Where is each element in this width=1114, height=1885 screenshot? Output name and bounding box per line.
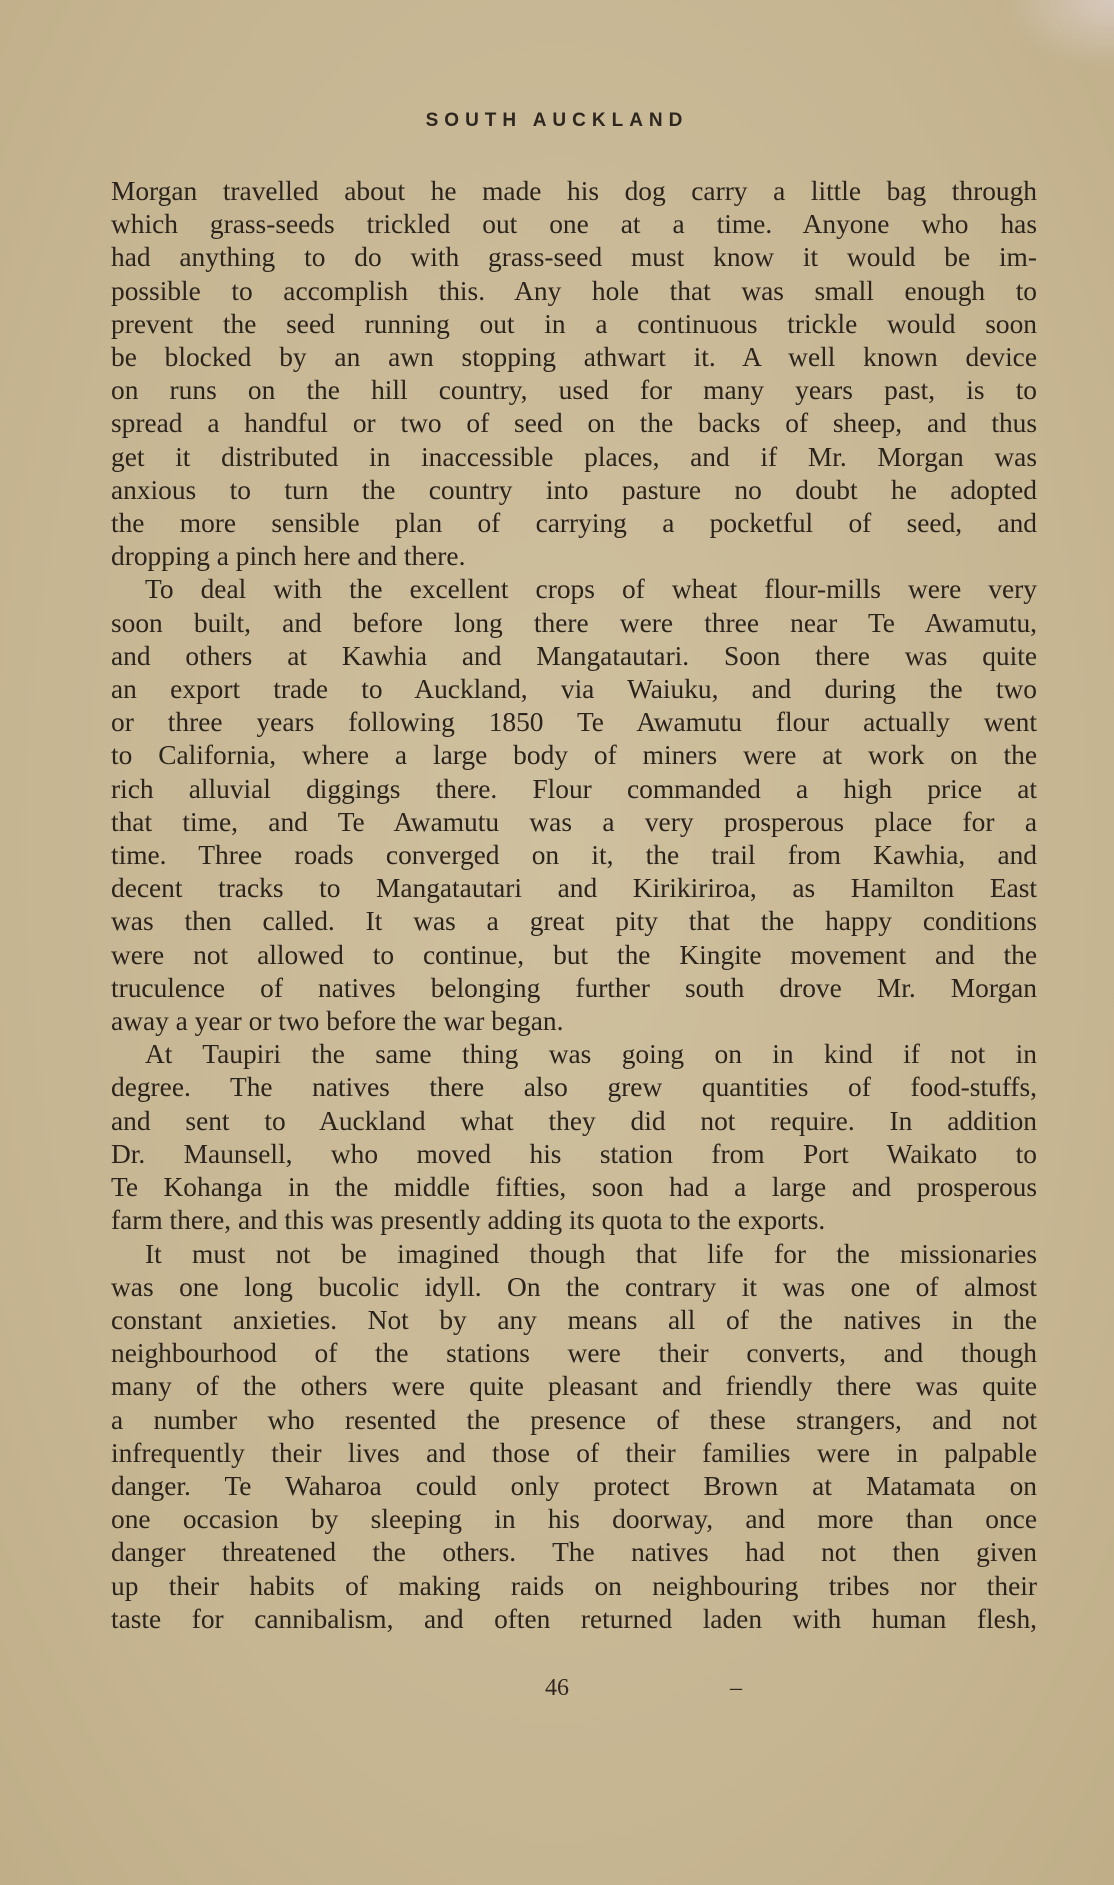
text-line: decent tracks to Mangatautari and Kirikiriroa, as Hamilton East xyxy=(111,873,1037,904)
text-line: danger. Te Waharoa could only protect Brown at Matamata on xyxy=(111,1470,1037,1501)
paragraph xyxy=(111,573,1037,1038)
text-line: constant anxieties. Not by any means all of the natives in the xyxy=(111,1304,1037,1335)
text-line: To deal with the excellent crops of wheat flour-mills were very xyxy=(145,574,1037,605)
text-line: was then called. It was a great pity that the happy conditions xyxy=(111,906,1037,937)
text-line: an export trade to Auckland, via Waiuku, and during the two xyxy=(111,674,1037,705)
text-line: spread a handful or two of seed on the backs of sheep, and thus xyxy=(111,408,1037,439)
text-line: prevent the seed running out in a continuous trickle would soon xyxy=(111,308,1037,339)
text-line: which grass-seeds trickled out one at a time. Anyone who has xyxy=(111,209,1037,240)
text-line: At Taupiri the same thing was going on in kind if not in xyxy=(145,1039,1037,1070)
text-line: farm there, and this was presently adding its quota to the exports. xyxy=(111,1205,826,1236)
text-line: dropping a pinch here and there. xyxy=(111,541,466,572)
text-line: taste for cannibalism, and often returned laden with human flesh, xyxy=(111,1603,1037,1634)
text-line: that time, and Te Awamutu was a very prosperous place for a xyxy=(111,806,1037,837)
text-line: had anything to do with grass-seed must know it would be im- xyxy=(111,242,1037,273)
text-line: be blocked by an awn stopping athwart it. A well known device xyxy=(111,342,1037,373)
text-line: rich alluvial diggings there. Flour commanded a high price at xyxy=(111,773,1037,804)
text-line: to California, where a large body of miners were at work on the xyxy=(111,740,1037,771)
page-stain xyxy=(1004,0,1114,70)
text-line: or three years following 1850 Te Awamutu flour actually went xyxy=(111,707,1037,738)
text-line: possible to accomplish this. Any hole that was small enough to xyxy=(111,275,1037,306)
text-line: truculence of natives belonging further south drove Mr. Morgan xyxy=(111,972,1037,1003)
body-text xyxy=(111,175,1037,1636)
text-line: many of the others were quite pleasant and friendly there was quite xyxy=(111,1371,1037,1402)
text-line: infrequently their lives and those of their families were in palpable xyxy=(111,1437,1037,1468)
paragraph xyxy=(111,1038,1037,1237)
text-line: was one long bucolic idyll. On the contrary it was one of almost xyxy=(111,1271,1037,1302)
text-line: soon built, and before long there were three near Te Awamutu, xyxy=(111,607,1037,638)
text-line: get it distributed in inaccessible places, and if Mr. Morgan was xyxy=(111,441,1037,472)
paragraph xyxy=(111,1238,1037,1636)
running-head: SOUTH AUCKLAND xyxy=(425,110,689,131)
text-line: and sent to Auckland what they did not require. In addition xyxy=(111,1105,1037,1136)
text-line: Dr. Maunsell, who moved his station from Port Waikato to xyxy=(111,1138,1037,1169)
text-line: degree. The natives there also grew quantities of food-stuffs, xyxy=(111,1072,1037,1103)
text-line: the more sensible plan of carrying a pocketful of seed, and xyxy=(111,508,1037,539)
text-line: time. Three roads converged on it, the trail from Kawhia, and xyxy=(111,840,1037,871)
page-number: 46 xyxy=(545,1675,569,1701)
text-line: on runs on the hill country, used for many years past, is to xyxy=(111,375,1037,406)
text-line: It must not be imagined though that life for the missionaries xyxy=(145,1238,1037,1269)
text-line: were not allowed to continue, but the Kingite movement and the xyxy=(111,939,1037,970)
text-line: danger threatened the others. The natives had not then given xyxy=(111,1537,1037,1568)
text-line: Te Kohanga in the middle fifties, soon had a large and prosperous xyxy=(111,1172,1037,1203)
text-line: away a year or two before the war began. xyxy=(111,1006,564,1037)
text-line: neighbourhood of the stations were their converts, and though xyxy=(111,1338,1037,1369)
text-line: one occasion by sleeping in his doorway, and more than once xyxy=(111,1504,1037,1535)
text-line: Morgan travelled about he made his dog carry a little bag through xyxy=(111,176,1037,206)
text-line: and others at Kawhia and Mangatautari. Soon there was quite xyxy=(111,640,1037,671)
paragraph xyxy=(111,175,1037,573)
text-line: a number who resented the presence of these strangers, and not xyxy=(111,1404,1037,1435)
folio-mark: – xyxy=(730,1675,742,1701)
text-line: up their habits of making raids on neighbouring tribes nor their xyxy=(111,1570,1037,1601)
text-line: anxious to turn the country into pasture no doubt he adopted xyxy=(111,474,1037,505)
